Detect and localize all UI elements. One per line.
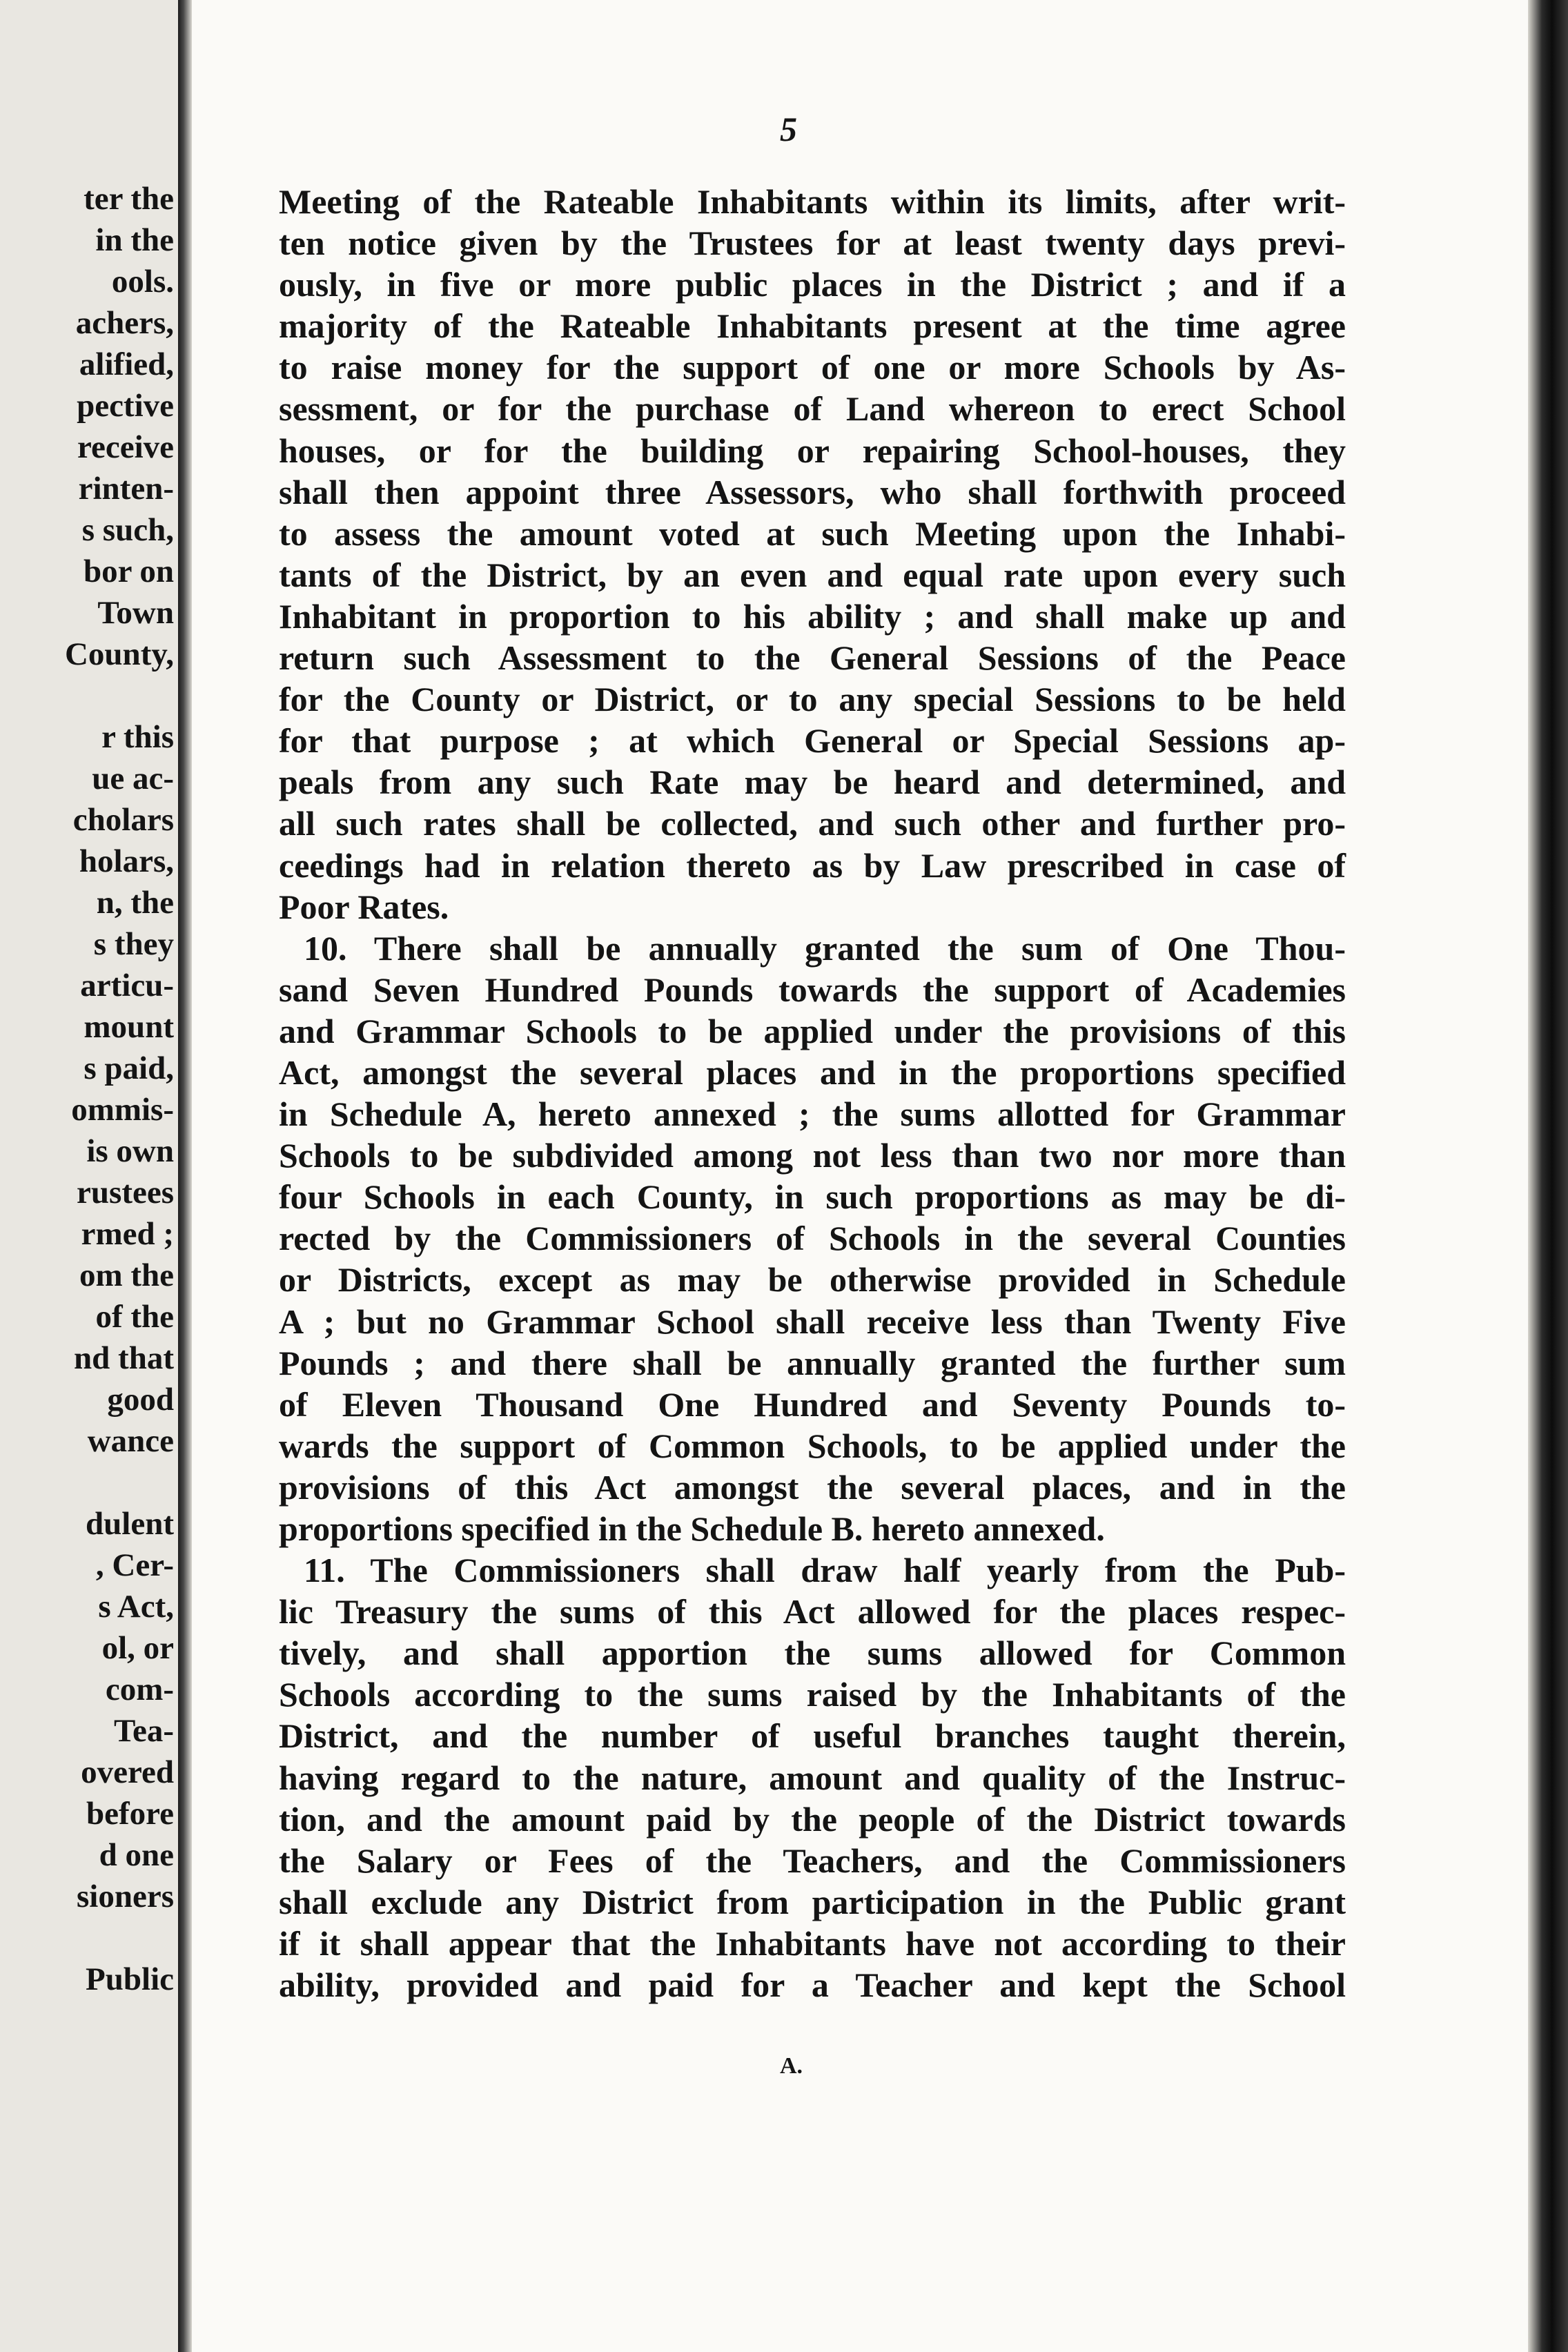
facing-page-line: good (107, 1382, 174, 1418)
text-line: shall exclude any District from participation in the Public grant (279, 1882, 1346, 1921)
text-line: tion, and the amount paid by the people of the District towards (279, 1799, 1346, 1839)
facing-page-line: s Act, (98, 1589, 174, 1625)
text-line: shall then appoint three Assessors, who shall forthwith proceed (279, 472, 1346, 511)
facing-page-line: County, (64, 636, 174, 672)
text-line: ten notice given by the Trustees for at least twenty days previ- (279, 224, 1346, 263)
catchword: A. (780, 2053, 803, 2079)
facing-page-line: receive (77, 429, 174, 465)
text-line: ability, provided and paid for a Teacher and kept the School (279, 1966, 1346, 2005)
text-line: proportions specified in the Schedule B. hereto annexed. (279, 1509, 1105, 1548)
facing-page-line: s such, (81, 512, 174, 548)
text-line: Schools to be subdivided among not less than two nor more than (279, 1136, 1346, 1175)
text-line: peals from any such Rate may be heard and determined, and (279, 763, 1346, 802)
text-line: and Grammar Schools to be applied under the provisions of this (279, 1011, 1346, 1050)
facing-page-line: sioners (77, 1879, 174, 1914)
facing-page-line: rmed ; (81, 1216, 174, 1252)
facing-page-line: is own (86, 1133, 174, 1169)
facing-page-line: nd that (74, 1340, 174, 1376)
text-line: for the County or District, or to any special Sessions to be held (279, 680, 1346, 719)
facing-page-line: cholars (72, 802, 174, 838)
text-line: having regard to the nature, amount and quality of the Instruc- (279, 1758, 1346, 1797)
text-line: in Schedule A, hereto annexed ; the sums allotted for Grammar (279, 1095, 1346, 1134)
facing-page-line: of the (95, 1299, 174, 1335)
text-line: A ; but no Grammar School shall receive less than Twenty Five (279, 1302, 1346, 1341)
facing-page-line: pective (77, 388, 174, 424)
text-line: or Districts, except as may be otherwise provided in Schedule (279, 1260, 1346, 1300)
text-line: to raise money for the support of one or more Schools by As- (279, 348, 1346, 387)
text-line: ously, in five or more public places in the District ; and if a (279, 265, 1346, 304)
text-line: return such Assessment to the General Sessions of the Peace (279, 638, 1346, 678)
facing-page-line: ommis- (71, 1092, 174, 1128)
text-line: the Salary or Fees of the Teachers, and the Commissioners (279, 1841, 1346, 1880)
text-line: Schools according to the sums raised by the Inhabitants of the (279, 1675, 1346, 1714)
page-number: 5 (780, 110, 797, 148)
text-line: Inhabitant in proportion to his ability ; and shall make up and (279, 596, 1346, 636)
text-line: for that purpose ; at which General or Special Sessions ap- (279, 721, 1346, 761)
facing-page-line: bor on (83, 553, 174, 589)
facing-page (0, 0, 178, 2352)
text-line: lic Treasury the sums of this Act allowed for the places respec- (279, 1592, 1346, 1631)
text-line: of Eleven Thousand One Hundred and Seventy Pounds to- (279, 1384, 1346, 1424)
facing-page-line: s they (93, 926, 174, 962)
facing-page-line: , Cer- (95, 1547, 174, 1583)
text-line: sand Seven Hundred Pounds towards the support of Academies (279, 970, 1346, 1009)
text-line: if it shall appear that the Inhabitants have not according to their (279, 1923, 1346, 1963)
text-line: tants of the District, by an even and equal rate upon every such (279, 555, 1346, 594)
text-line: 10. There shall be annually granted the sum of One Thou- (304, 928, 1346, 968)
text-line: sessment, or for the purchase of Land whereon to erect School (279, 389, 1346, 429)
facing-page-line: wance (87, 1423, 174, 1459)
facing-page-line: mount (84, 1009, 174, 1045)
text-line: Poor Rates. (279, 887, 449, 926)
text-line: rected by the Commissioners of Schools in the several Counties (279, 1219, 1346, 1258)
facing-page-line: om the (79, 1257, 174, 1293)
facing-page-line: ter the (84, 181, 174, 217)
facing-page-line: r this (101, 719, 174, 755)
page-edge (1528, 0, 1568, 2352)
text-line: to assess the amount voted at such Meeting upon the Inhabi- (279, 513, 1346, 553)
facing-page-line: ools. (111, 264, 174, 300)
text-line: ceedings had in relation thereto as by Law prescribed in case of (279, 845, 1346, 885)
text-line: houses, or for the building or repairing School-houses, they (279, 431, 1346, 470)
text-line: wards the support of Common Schools, to be applied under the (279, 1426, 1346, 1465)
facing-page-line (0, 1462, 174, 1503)
facing-page-line: overed (81, 1754, 174, 1790)
facing-page-line: achers, (75, 305, 174, 341)
text-line: 11. The Commissioners shall draw half yearly from the Pub- (304, 1551, 1346, 1590)
facing-page-text (0, 178, 174, 2000)
text-line: tively, and shall apportion the sums allowed for Common (279, 1634, 1346, 1673)
body-text (279, 181, 1346, 2006)
facing-page-line: ol, or (101, 1630, 174, 1666)
text-line: four Schools in each County, in such proportions as may be di- (279, 1177, 1346, 1217)
facing-page-line (0, 675, 174, 716)
facing-page-line: in the (95, 222, 174, 258)
facing-page-line: d one (99, 1837, 174, 1873)
facing-page-line: n, the (96, 885, 174, 921)
facing-page-line (0, 1917, 174, 1959)
facing-page-line: rinten- (78, 471, 174, 507)
text-line: all such rates shall be collected, and such other and further pro- (279, 804, 1346, 843)
facing-page-line: Town (97, 595, 174, 631)
facing-page-line: alified, (79, 346, 174, 382)
facing-page-line: Public (86, 1961, 174, 1997)
text-line: District, and the number of useful branches taught therein, (279, 1716, 1346, 1756)
text-line: provisions of this Act amongst the several places, and in the (279, 1467, 1346, 1507)
facing-page-line: holars, (79, 843, 174, 879)
facing-page-line: com- (105, 1672, 174, 1707)
text-line: Meeting of the Rateable Inhabitants within its limits, after writ- (279, 182, 1346, 221)
facing-page-line: rustees (77, 1175, 174, 1211)
facing-page-line: Tea- (113, 1713, 174, 1749)
text-line: Pounds ; and there shall be annually granted the further sum (279, 1343, 1346, 1382)
facing-page-line: dulent (86, 1506, 174, 1542)
text-line: majority of the Rateable Inhabitants present at the time agree (279, 306, 1346, 346)
text-line: Act, amongst the several places and in the proportions specified (279, 1052, 1346, 1092)
facing-page-line: articu- (80, 968, 174, 1003)
facing-page-line: s paid, (84, 1050, 174, 1086)
facing-page-line: ue ac- (92, 761, 174, 796)
facing-page-line: before (86, 1796, 174, 1832)
book-gutter (178, 0, 192, 2352)
